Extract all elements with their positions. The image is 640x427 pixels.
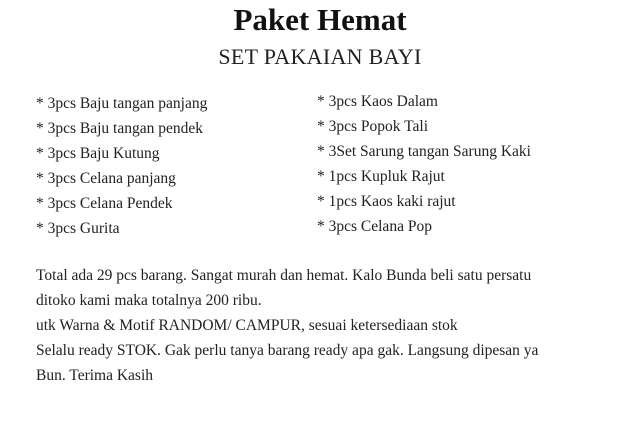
list-item: * 3pcs Baju tangan pendek bbox=[36, 120, 204, 137]
list-item: * 3pcs Celana Pop bbox=[317, 218, 432, 235]
description-line: utk Warna & Motif RANDOM/ CAMPUR, sesuai ketersediaan stok bbox=[36, 317, 458, 334]
description-line: Total ada 29 pcs barang. Sangat murah dan hemat. Kalo Bunda beli satu persatu bbox=[36, 267, 532, 284]
list-item: * 3pcs Baju Kutung bbox=[36, 145, 160, 162]
list-item: * 1pcs Kupluk Rajut bbox=[317, 168, 445, 185]
description-line: Selalu ready STOK. Gak perlu tanya barang ready apa gak. Langsung dipesan ya bbox=[36, 342, 539, 359]
list-item: * 3pcs Celana Pendek bbox=[36, 195, 173, 212]
list-item: * 3Set Sarung tangan Sarung Kaki bbox=[317, 143, 531, 160]
description bbox=[36, 263, 626, 388]
description-line: ditoko kami maka totalnya 200 ribu. bbox=[36, 292, 262, 309]
item-list-right bbox=[317, 89, 531, 239]
description-line: Bun. Terima Kasih bbox=[36, 367, 154, 384]
page-title: Paket Hemat bbox=[233, 2, 407, 37]
list-item: * 3pcs Baju tangan panjang bbox=[36, 95, 208, 112]
list-item: * 3pcs Gurita bbox=[36, 220, 120, 237]
list-item: * 3pcs Kaos Dalam bbox=[317, 93, 438, 110]
list-item: * 3pcs Popok Tali bbox=[317, 118, 429, 135]
item-list-left bbox=[36, 91, 207, 241]
page-subtitle: SET PAKAIAN BAYI bbox=[218, 44, 422, 69]
list-item: * 1pcs Kaos kaki rajut bbox=[317, 193, 456, 210]
list-item: * 3pcs Celana panjang bbox=[36, 170, 176, 187]
